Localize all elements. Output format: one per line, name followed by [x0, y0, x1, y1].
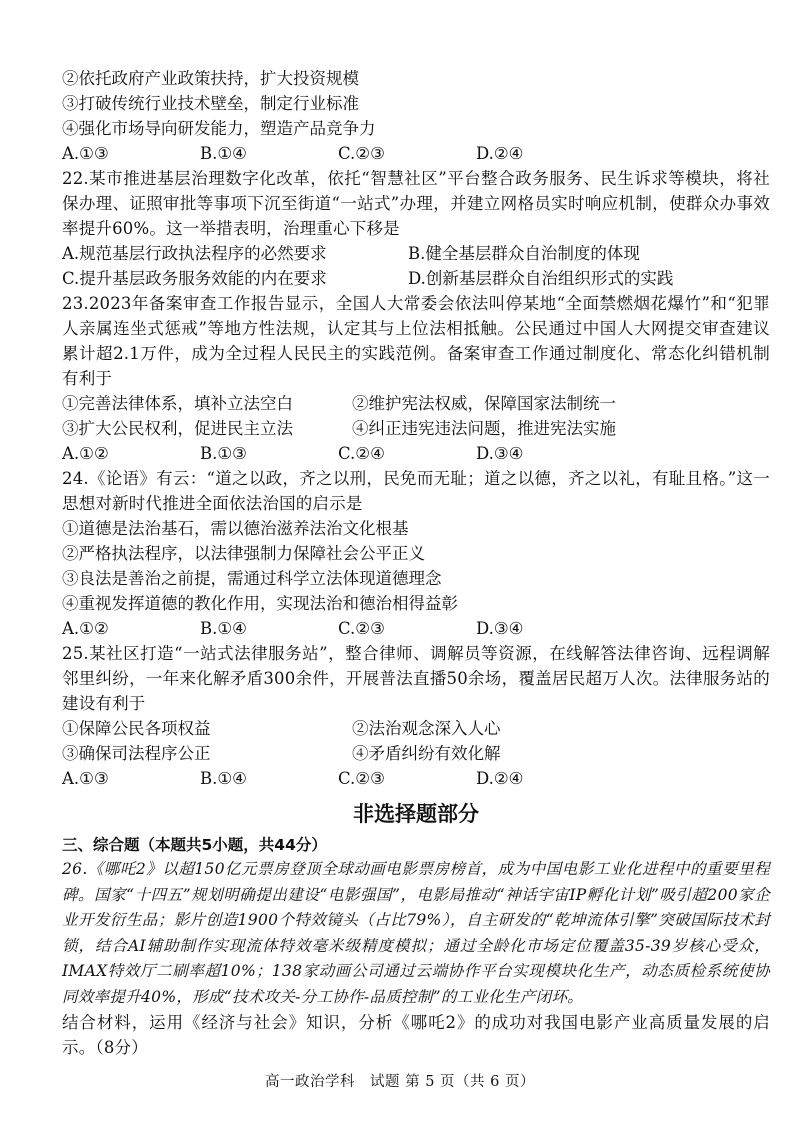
choice-a: A.规范基层行政执法程序的必然要求 — [62, 244, 327, 263]
q24-option-3: ③良法是善治之前提，需通过科学立法体现道德理念 — [62, 569, 442, 588]
q22-choices-cd — [62, 266, 770, 291]
section-title: 非选择题部分 — [353, 802, 479, 826]
q25-option-3: ③确保司法程序公正 — [62, 744, 211, 763]
q25-option-2: ②法治观念深入人心 — [352, 719, 501, 738]
choice-d: D.③④ — [476, 444, 524, 463]
choice-d: D.②④ — [476, 144, 524, 163]
choice-a: A.①③ — [62, 144, 109, 163]
choice-a: A.①② — [62, 619, 109, 638]
choice-a: A.①② — [62, 444, 109, 463]
choice-b: B.健全基层群众自治制度的体现 — [408, 244, 640, 263]
q23-option-4: ④纠正违宪违法问题，推进宪法实施 — [352, 419, 616, 438]
q23-options-34 — [62, 416, 770, 441]
q24-option-1: ①道德是法治基石，需以德治滋养法治文化根基 — [62, 519, 409, 538]
choice-c: C.提升基层政务服务效能的内在要求 — [62, 269, 327, 288]
q21-option-2: ②依托政府产业政策扶持，扩大投资规模 — [62, 69, 359, 88]
q25-options-34 — [62, 741, 770, 766]
q25-option-1: ①保障公民各项权益 — [62, 719, 211, 738]
q23-choices — [62, 441, 770, 466]
q22-stem: 22.某市推进基层治理数字化改革，依托“智慧社区”平台整合政务服务、民生诉求等模块，将社保办理、证照审批等事项下沉至街道“一站式”办理，并建立网格员实时响应机制，使群众办事效率提升60%。这一举措表明，治理重心下移是 — [62, 169, 770, 238]
choice-c: C.②③ — [338, 619, 385, 638]
part-3-heading: 三、综合题（本题共5小题，共44分） — [62, 836, 327, 854]
choice-d: D.②④ — [476, 769, 524, 788]
q24-option-2: ②严格执法程序，以法律强制力保障社会公平正义 — [62, 544, 425, 563]
q23-stem: 23.2023年备案审查工作报告显示，全国人大常委会依法叫停某地“全面禁燃烟花爆竹”和“犯罪人亲属连坐式惩戒”等地方性法规，认定其与上位法相抵触。公民通过中国人大网提交审查建议累计超2.1万件，成为全过程人民民主的实践范例。备案审查工作通过制度化、常态化纠错机制有利于 — [62, 294, 770, 388]
q21-option-4: ④强化市场导向研发能力，塑造产品竞争力 — [62, 119, 376, 138]
q24-stem: 24.《论语》有云：“道之以政，齐之以刑，民免而无耻；道之以德，齐之以礼，有耻且格。”这一思想对新时代推进全面依法治国的启示是 — [62, 469, 770, 513]
q26-question: 结合材料，运用《经济与社会》知识，分析《哪吒2》的成功对我国电影产业高质量发展的启示。（8分） — [62, 1013, 770, 1057]
q21-choices — [62, 141, 770, 166]
q25-stem: 25.某社区打造“一站式法律服务站”，整合律师、调解员等资源，在线解答法律咨询、远程调解邻里纠纷，一年来化解矛盾300余件，开展普法直播50余场，覆盖居民超万人次。法律服务站的建设有利于 — [62, 644, 770, 713]
page-footer: 高一政治学科 试题 第 5 页（共 6 页） — [265, 1074, 535, 1090]
choice-c: C.②④ — [338, 444, 385, 463]
choice-d: D.③④ — [476, 619, 524, 638]
choice-c: C.②③ — [338, 769, 385, 788]
choice-c: C.②③ — [338, 144, 385, 163]
q23-option-2: ②维护宪法权威，保障国家法制统一 — [352, 394, 616, 413]
choice-b: B.①④ — [200, 619, 247, 638]
q25-choices — [62, 766, 770, 791]
choice-a: A.①③ — [62, 769, 109, 788]
q23-option-1: ①完善法律体系，填补立法空白 — [62, 394, 293, 413]
choice-b: B.①④ — [200, 769, 247, 788]
q26-material: 26.《哪吒2》以超150亿元票房登顶全球动画电影票房榜首，成为中国电影工业化进程中的重要里程碑。国家“十四五”规划明确提出建设“电影强国”，电影局推动“神话宇宙IP孵化计划”吸引超200家企业开发衍生品；影片创造1900个特效镜头（占比79%），自主研发的“乾坤流体引擎”突破国际技术封锁，结合AI辅助制作实现流体特效毫米级精度模拟；通过全龄化市场定位覆盖35-39岁核心受众，IMAX特效厅二刷率超10%；138家动画公司通过云端协作平台实现模块化生产，动态质检系统使协同效率提升40%，形成“技术攻关-分工协作-品质控制”的工业化生产闭环。 — [62, 860, 770, 1006]
q22-choices-ab — [62, 241, 770, 266]
choice-d: D.创新基层群众自治组织形式的实践 — [408, 269, 674, 288]
q25-options-12 — [62, 716, 770, 741]
q24-choices — [62, 616, 770, 641]
choice-b: B.①③ — [200, 444, 247, 463]
q21-option-3: ③打破传统行业技术壁垒，制定行业标准 — [62, 94, 359, 113]
q23-option-3: ③扩大公民权利，促进民主立法 — [62, 419, 293, 438]
q24-option-4: ④重视发挥道德的教化作用，实现法治和德治相得益彰 — [62, 594, 458, 613]
q25-option-4: ④矛盾纠纷有效化解 — [352, 744, 501, 763]
choice-b: B.①④ — [200, 144, 247, 163]
q23-options-12 — [62, 391, 770, 416]
